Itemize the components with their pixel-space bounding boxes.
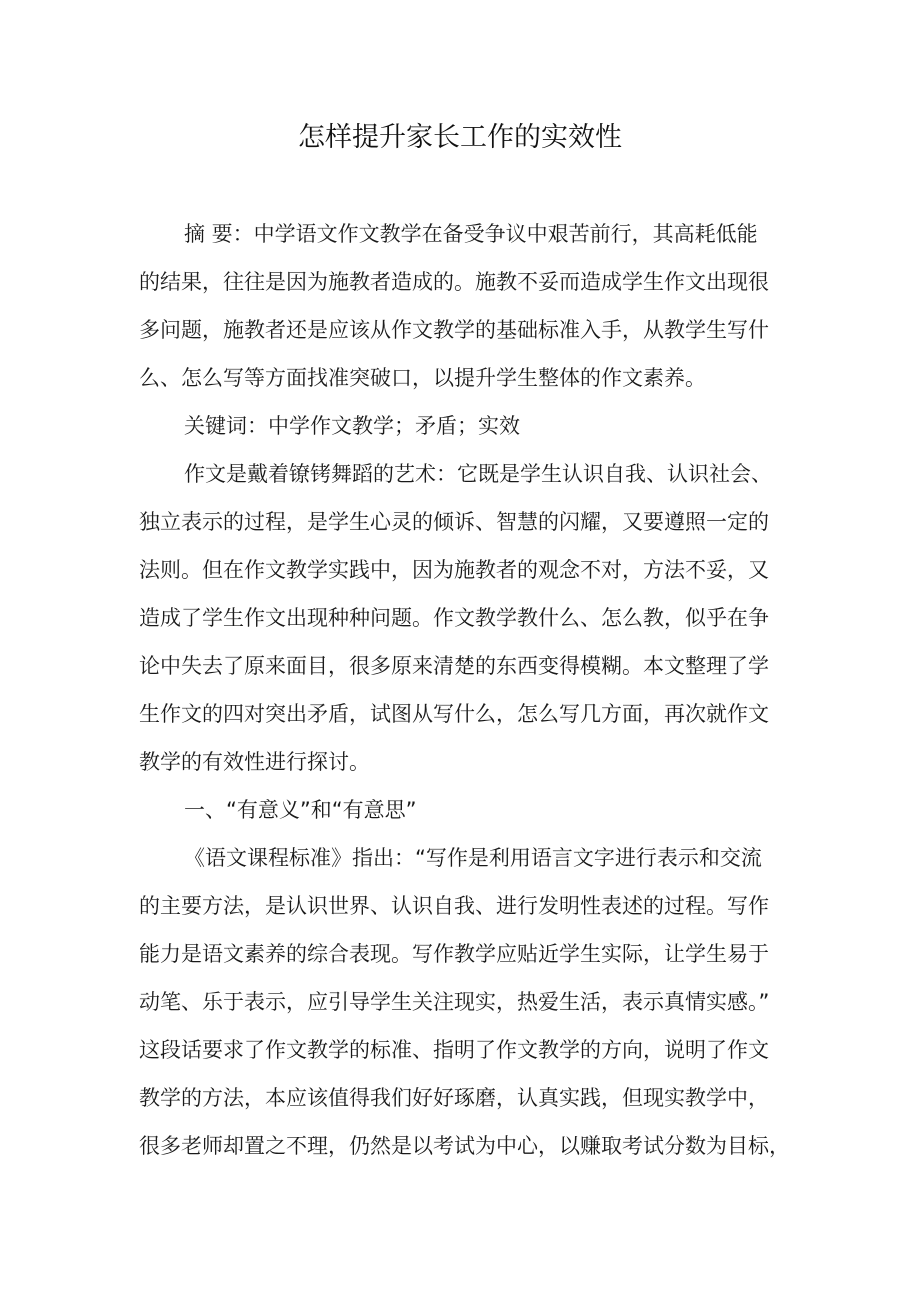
intro-line-6: 生作文的四对突出矛盾，试图从写什么，怎么写几方面，再次就作文	[139, 702, 769, 726]
body-line-5: 这段话要求了作文教学的标准、指明了作文教学的方向，说明了作文	[139, 1038, 769, 1062]
intro-line-5: 论中失去了原来面目，很多原来清楚的东西变得模糊。本文整理了学	[139, 654, 769, 678]
keywords-line: 关键词：中学作文教学；矛盾；实效	[184, 414, 520, 438]
body-line-2: 的主要方法，是认识世界、认识自我、进行发明性表述的过程。写作	[139, 894, 769, 918]
intro-line-7: 教学的有效性进行探讨。	[139, 750, 370, 774]
body-line-6: 教学的方法，本应该值得我们好好琢磨，认真实践，但现实教学中，	[139, 1086, 769, 1110]
abstract-line-2: 的结果，往往是因为施教者造成的。施教不妥而造成学生作文出现很	[139, 270, 769, 294]
intro-line-4: 造成了学生作文出现种种问题。作文教学教什么、怎么教，似乎在争	[139, 606, 769, 630]
body-line-1: 《语文课程标准》指出：“写作是利用语言文字进行表示和交流	[184, 846, 762, 870]
intro-line-3: 法则。但在作文教学实践中，因为施教者的观念不对，方法不妥，又	[139, 558, 769, 582]
document-title: 怎样提升家长工作的实效性	[298, 122, 622, 153]
intro-line-1: 作文是戴着镣铐舞蹈的艺术：它既是学生认识自我、认识社会、	[184, 462, 772, 486]
body-line-7: 很多老师却置之不理，仍然是以考试为中心，以赚取考试分数为目标，	[139, 1134, 790, 1158]
intro-line-2: 独立表示的过程，是学生心灵的倾诉、智慧的闪耀，又要遵照一定的	[139, 510, 769, 534]
abstract-line-1: 摘 要：中学语文作文教学在备受争议中艰苦前行，其高耗低能	[184, 222, 758, 246]
section-heading: 一、“有意义”和“有意思”	[184, 798, 417, 822]
abstract-line-4: 么、怎么写等方面找准突破口，以提升学生整体的作文素养。	[139, 366, 706, 390]
body-line-3: 能力是语文素养的综合表现。写作教学应贴近学生实际，让学生易于	[139, 942, 769, 966]
body-line-4: 动笔、乐于表示，应引导学生关注现实，热爱生活，表示真情实感。”	[139, 990, 770, 1014]
abstract-line-3: 多问题，施教者还是应该从作文教学的基础标准入手，从教学生写什	[139, 318, 769, 342]
